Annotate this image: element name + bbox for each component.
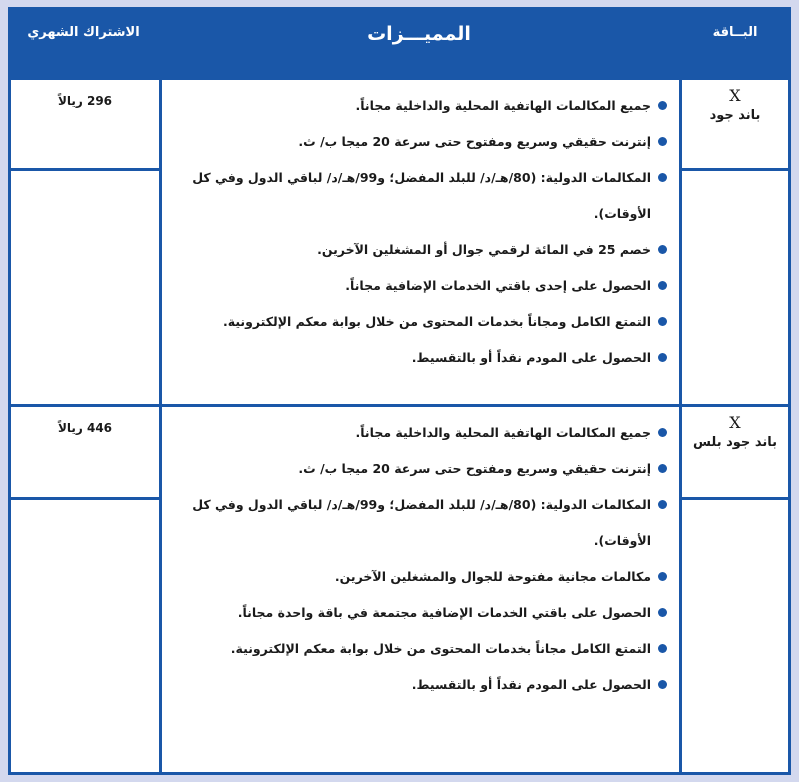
bullet-icon [658, 572, 667, 581]
feature-item: جميع المكالمات الهاتفية المحلية والداخلية مجاناً. [172, 415, 667, 451]
price-cell [11, 407, 159, 497]
package-mark: X [729, 86, 741, 105]
feature-item: جميع المكالمات الهاتفية المحلية والداخلية مجاناً. [172, 88, 667, 124]
price-value: 296 ريالاً [57, 94, 113, 108]
package-cell-empty [682, 171, 788, 404]
features-cell [162, 407, 679, 772]
feature-item: التمتع الكامل ومجاناً بخدمات المحتوى من خلال بوابة معكم الإلكترونية. [172, 304, 667, 340]
feature-item: الحصول على إحدى باقتي الخدمات الإضافية مجاناً. [172, 268, 667, 304]
feature-item: المكالمات الدولية: (80/هـ/د/ للبلد المفضل؛ و99/هـ/د/ لباقي الدول وفي كل الأوقات). [172, 487, 667, 559]
package-cell-empty [682, 500, 788, 772]
price-value: 446 ريالاً [57, 421, 113, 435]
bullet-icon [658, 608, 667, 617]
bullet-icon [658, 101, 667, 110]
feature-item: خصم 25 في المائة لرقمي جوال أو المشغلين الآخرين. [172, 232, 667, 268]
package-mark: X [729, 413, 741, 432]
feature-item: الحصول على المودم نقداً أو بالتقسيط. [172, 667, 667, 703]
packages-table [8, 7, 791, 775]
package-name: باند جود [709, 108, 761, 123]
header-package: البــاقة [712, 25, 758, 40]
bullet-icon [658, 353, 667, 362]
bullet-icon [658, 137, 667, 146]
bullet-icon [658, 644, 667, 653]
bullet-icon [658, 245, 667, 254]
price-cell-empty [11, 500, 159, 772]
bullet-icon [658, 317, 667, 326]
bullet-icon [658, 500, 667, 509]
feature-item: التمتع الكامل مجاناً بخدمات المحتوى من خلال بوابة معكم الإلكترونية. [172, 631, 667, 667]
bullet-icon [658, 173, 667, 182]
feature-item: الحصول على باقتي الخدمات الإضافية مجتمعة في باقة واحدة مجاناً. [172, 595, 667, 631]
price-cell-empty [11, 171, 159, 404]
package-cell [682, 80, 788, 168]
bullet-icon [658, 281, 667, 290]
bullet-icon [658, 428, 667, 437]
header-monthly-subscription: الاشتراك الشهري [27, 25, 140, 40]
package-name: باند جود بلس [693, 435, 777, 450]
feature-item: إنترنت حقيقي وسريع ومفتوح حتى سرعة 20 ميجا ب/ ث. [172, 124, 667, 160]
price-cell [11, 80, 159, 168]
bullet-icon [658, 680, 667, 689]
bullet-icon [658, 464, 667, 473]
feature-item: مكالمات مجانية مفتوحة للجوال والمشغلين الآخرين. [172, 559, 667, 595]
header-features: المميـــزات [367, 23, 471, 45]
feature-item: إنترنت حقيقي وسريع ومفتوح حتى سرعة 20 ميجا ب/ ث. [172, 451, 667, 487]
feature-item: المكالمات الدولية: (80/هـ/د/ للبلد المفضل؛ و99/هـ/د/ لباقي الدول وفي كل الأوقات). [172, 160, 667, 232]
package-cell [682, 407, 788, 497]
feature-item: الحصول على المودم نقداً أو بالتقسيط. [172, 340, 667, 376]
features-cell [162, 80, 679, 404]
